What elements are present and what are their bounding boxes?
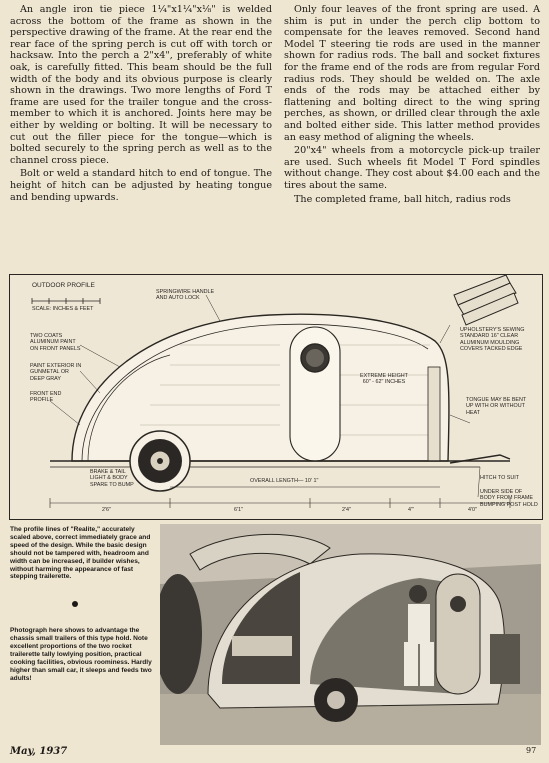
trailer-body-outline	[72, 314, 449, 461]
door-photo	[436, 574, 480, 694]
brake-light-label: BRAKE & TAIL LIGHT & BODY SPARE TO BUMP	[90, 469, 134, 488]
dimension-line	[50, 487, 510, 508]
hitch-parts-detail	[454, 275, 518, 325]
rear-light-post	[428, 367, 440, 461]
upholstery-label: UPHOLSTERY'S SEWING STANDARD 16" CLEAR ALUMINUM MOULDING COVERS TACKED EDGE	[460, 327, 525, 353]
photo-caption	[10, 526, 156, 744]
tongue-label: TONGUE MAY BE BENT UP WITH OR WITHOUT HEAT	[466, 397, 527, 416]
trailer-profile-drawing	[9, 274, 543, 520]
trailer-photo-svg	[160, 524, 541, 745]
paragraph: The completed frame, ball hitch, radius rods	[294, 193, 511, 205]
scale-label: SCALE: INCHES & FEET	[32, 306, 94, 312]
article-column-right	[284, 4, 540, 207]
paragraph: Only four leaves of the front spring are used. A shim is put in under the perch clip bottom to compensate for the leaves removed. Second hand Model T steering tie rods are used in the manner shown for radius rods. The ball and socket fixtures for the frame end of the rods are from regular Ford radius rods. They should be welded on. The axle ends of the rods may be attached either by flattening and bolting direct to the wing spring perches, as shown, or drilled clear through the axle and bolted either side. This latter method provides an easy method of aligning the wheels.	[284, 4, 540, 143]
caption-photo-note: Photograph here shows to advantage the chassis small trailers of this type hold. Note excellent proportions of the two rocket trailerette tally lowlying position, practical cooking facilities, obvious roominess. Hardly higher than small car, it sleeps and feeds two adults!	[10, 627, 152, 682]
article-column-left	[10, 4, 272, 205]
paragraph: An angle iron tie piece 1¼"x1¼"x⅛" is welded across the bottom of the frame as shown in the perspective drawing of the frame. At the rear end the rear face of the spring perch is cut off with torch or hacksaw. Into the perch a 2"x4", preferably of white oak, is carefully fitted. This beam should be the full width of the body and its obvious purpose is clearly shown in the drawings. Two more lengths of Ford T frame are used for the trailer tongue and the cross-member to which it is anchored. Joints here may be either by welding or bolting. It will be necessary to cut out the filler piece for the tongue—which is bolted securely to the spring perch as well as to the channel cross piece.	[10, 4, 272, 166]
paragraph: Bolt or weld a standard hitch to end of tongue. The height of hitch can be adjusted by heating tongue and bending upwards.	[10, 168, 272, 203]
front-end-label: FRONT END PROFILE	[30, 391, 62, 404]
dim-label: 2'4"	[342, 507, 351, 513]
page-number: 97	[526, 746, 537, 755]
hitch-label: HITCH TO SUIT	[480, 475, 520, 481]
underside-label: UNDER SIDE OF BODY FROM FRAME BUMPING POST HOLD	[480, 489, 538, 508]
issue-date: May, 1937	[10, 746, 68, 757]
paint-label: PAINT EXTERIOR IN GUNMETAL OR DEEP GRAY	[30, 363, 82, 382]
dim-label: 2'6"	[102, 507, 111, 513]
dim-label: 4'0"	[468, 507, 477, 513]
scale-bar	[32, 298, 100, 304]
profile-title: OUTDOOR PROFILE	[32, 282, 95, 289]
caption-intro: The profile lines of "Realite," accurately scaled above, correct immediately grace and speed of the design. While the basic design should not be tampered with, headroom and width can be increased, if builder wishes, without harming the appearance of fast stepping trailerette.	[10, 526, 151, 581]
handle-label: SPRINGWIRE HANDLE AND AUTO LOCK	[156, 289, 215, 302]
overall-length-label: OVERALL LENGTH— 10' 1"	[250, 478, 319, 484]
paragraph: 20"x4" wheels from a motorcycle pick-up trailer are used. Such wheels fit Model T Ford spindles without change. They cost about $4.00 each and the tires about the same.	[284, 145, 540, 191]
dim-label: 6'1"	[234, 507, 243, 513]
trailer-photograph	[160, 524, 541, 745]
dim-label: 4'"	[408, 507, 414, 513]
height-label: EXTREME HEIGHT 60" - 62" INCHES	[360, 373, 408, 386]
bullet-dot	[72, 601, 78, 607]
aluminum-label: TWO COATS ALUMINUM PAINT ON FRONT PANELS	[30, 333, 81, 352]
